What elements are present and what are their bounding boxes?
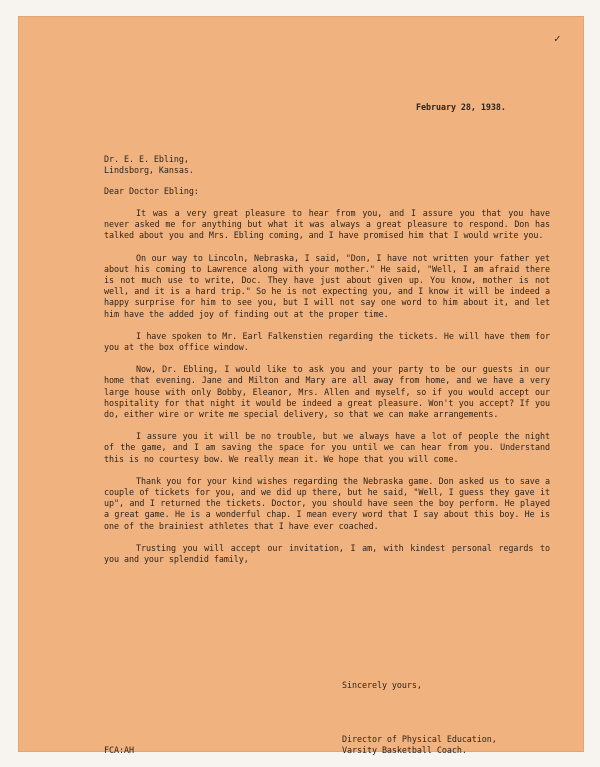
- signature-block: [342, 734, 497, 756]
- recipient-city: Lindsborg, Kansas.: [104, 165, 194, 176]
- typist-initials: FCA:AH: [104, 745, 134, 755]
- check-mark-icon: ✓: [554, 32, 561, 45]
- paragraph: Thank you for your kind wishes regarding the Nebraska game. Don asked us to save a couple of tickets for you, and we did up there, but he said, "Well, I guess they gave it up", and I returned the tickets. Doctor, you should have seen the boy perform. He played a great game. He is a wonderful chap. I mean every word that I say about this boy. He is one of the brainiest athletes that I have ever coached.: [104, 475, 550, 531]
- inside-address: [104, 154, 194, 176]
- paragraph: I assure you it will be no trouble, but we always have a lot of people the night of the game, and I am saving the space for you until we can hear from you. Understand this is no courtesy bow. We really mean it. We hope that you will come.: [104, 431, 550, 464]
- paragraph: Now, Dr. Ebling, I would like to ask you and your party to be our guests in our home that evening. Jane and Milton and Mary are all away from home, and we have a very large house with only Bobby, Eleanor, Mrs. Allen and myself, so if you would accept our hospitality for that night it would be indeed a great pleasure. Won't you accept? If you do, either wire or write me special delivery, so that we can make arrangements.: [104, 364, 550, 420]
- letter-paragraphs: [104, 208, 550, 576]
- recipient-name: Dr. E. E. Ebling,: [104, 154, 189, 164]
- paragraph: It was a very great pleasure to hear from you, and I assure you that you have never asked me for anything but what it was always a great pleasure to respond. Don has talked about you and Mrs. Ebling coming, and I have promised him that I would write you.: [104, 208, 550, 241]
- letter-page: [18, 16, 584, 756]
- signature-title-1: Director of Physical Education,: [342, 734, 497, 744]
- complimentary-close: Sincerely yours,: [342, 680, 422, 690]
- signature-title-2: Varsity Basketball Coach.: [342, 745, 467, 756]
- paragraph: On our way to Lincoln, Nebraska, I said, "Don, I have not written your father yet about his coming to Lawrence along with your mother." He said, "Well, I am afraid there is not much use to write, Doc. They have just about given up. You know, mother is not well, and it is a hard trip." So he is not expecting you, and I know it will be indeed a happy surprise for him to see you, but I will not say one word to him about it, and let him have the added joy of finding out at the proper time.: [104, 252, 550, 319]
- letter-date: February 28, 1938.: [416, 102, 506, 112]
- paragraph: I have spoken to Mr. Earl Falkenstien regarding the tickets. He will have them for you at the box office window.: [104, 330, 550, 353]
- salutation: Dear Doctor Ebling:: [104, 186, 199, 196]
- paragraph: Trusting you will accept our invitation, I am, with kindest personal regards to you and your splendid family,: [104, 542, 550, 565]
